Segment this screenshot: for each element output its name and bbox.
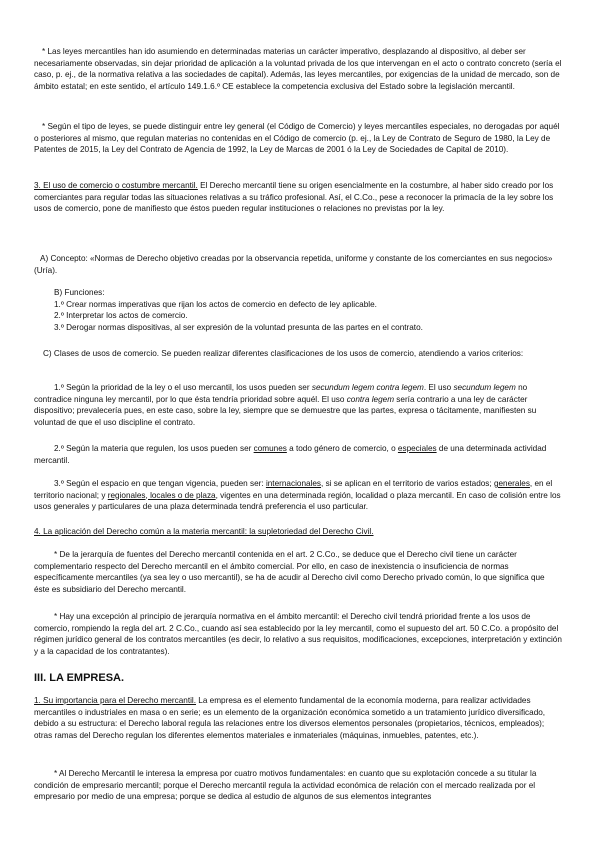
paragraph-tipos-de-leyes: * Según el tipo de leyes, se puede distinguir entre ley general (el Código de Comercio) y leyes mercantiles especiales, no derogadas por aquél o posteriores al mismo, que regulan materias no contenidas en el Código de comercio (p. ej., la Ley de Contrato de Seguro de 1980, la Ley de Patentes de 2015, la Ley del Contrato de Agencia de 1992, la Ley de Marcas de 2001 ó la Ley de Sociedades de Capital de 2010). bbox=[34, 122, 560, 154]
empresa-heading: 1. Su importancia para el Derecho mercantil. bbox=[34, 696, 197, 705]
clases-intro: C) Clases de usos de comercio. Se pueden realizar diferentes clasificaciones de los usos de comercio, atendiendo a varios criterios: bbox=[43, 349, 524, 358]
term-especiales: especiales bbox=[397, 444, 437, 453]
term-generales: generales bbox=[493, 479, 530, 488]
funciones-item: 1.º Crear normas imperativas que rijan los actos de comercio en defecto de ley aplicable. bbox=[54, 299, 377, 309]
term-contra-legem: contra legem bbox=[346, 394, 395, 404]
section-3-heading: 3. El uso de comercio o costumbre mercantil. bbox=[34, 181, 198, 190]
section-4-paragraph-2: * Hay una excepción al principio de jerarquía normativa en el ámbito mercantil: el Derecho civil tendrá prioridad frente a los usos de comercio, rompiendo la regla del art. 2 C.Co., cuando así sea establecido por la ley mercantil, como el supuesto del art. 50 C.Co. a propósito del régimen jurídico general de los contratos mercantiles (es decir, lo relativo a sus requisitos, modificaciones, excepciones, interpretación y extinción y a la capacidad de los contratantes). bbox=[34, 612, 562, 656]
concepto-paragraph: A) Concepto: «Normas de Derecho objetivo creadas por la observancia repetida, uniforme y constante de los comerciantes en sus negocios» (Uría). bbox=[34, 254, 553, 275]
clase-espacio-paragraph: 3.º Según el espacio en que tengan vigencia, pueden ser: internacionales, si se aplican en el territorio de varios estados; generales, en el territorio nacional; y regionales, locales o de plaza, vigentes en una determinada región, localidad o plaza mercantil. En caso de colisión entre los usos generales y particulares de una plaza determinada tendrá preferencia el uso particular. bbox=[34, 479, 561, 511]
funciones-title: B) Funciones: bbox=[54, 288, 105, 297]
section-4-paragraph-1: * De la jerarquía de fuentes del Derecho mercantil contenida en el art. 2 C.Co., se deduce que el Derecho civil tiene un carácter complementario respecto del Derecho mercantil en el ámbito comercial. Por ello, en caso de inexistencia o insuficiencia de normas específicamente mercantiles (ya sea ley o uso mercantil), se ha de acudir al Derecho civil como Derecho privado común, lo que significa que éste es subsidiario del Derecho mercantil. bbox=[34, 550, 545, 594]
clase-materia-paragraph: 2.º Según la materia que regulen, los usos pueden ser comunes a todo género de comercio, o especiales de una determinada actividad mercantil. bbox=[34, 444, 547, 465]
funciones-item: 3.º Derogar normas dispositivas, al ser expresión de la voluntad presunta de las partes en el contrato. bbox=[54, 322, 423, 332]
empresa-paragraph-2: * Al Derecho Mercantil le interesa la empresa por cuatro motivos fundamentales: en cuanto que su explotación concede a su titular la condición de empresario mercantil; porque el Derecho mercantil regula la actividad económica de relación con el mercado realizada por el empresario por medio de una empresa; porque se dedica al estudio de algunos de sus elementos integrantes bbox=[34, 769, 537, 801]
section-3-text: El Derecho mercantil tiene su origen esencialmente en la costumbre, al haber sido creado por los comerciantes para regular todas las situaciones relativas a su tráfico profesional. Así, el C.Co., pese a reconocer la primacía de la ley sobre los usos de comercio, pone de manifiesto que éstos pueden regular instituciones o relaciones no previstas por la ley. bbox=[34, 181, 554, 213]
term-secundum-contra: secundum legem contra legem bbox=[311, 383, 424, 392]
empresa-text: La empresa es el elemento fundamental de la economía moderna, para realizar actividades mercantiles o industriales en masa o en serie; es un elemento de la organización económica sometido a un tratamiento jurídico diversificado, debido a su estructura: el Derecho laboral regula las relaciones entre los diversos elementos personales (propietarios, técnicos, empleados); otras ramas del Derecho regulan los diferentes elementos materiales e inmateriales (máquinas, inmuebles, patentes, etc.). bbox=[34, 696, 546, 740]
section-3-paragraph bbox=[34, 180, 562, 215]
term-internacionales: internacionales bbox=[265, 479, 322, 488]
clase-prioridad-paragraph: 1.º Según la prioridad de la ley o el uso mercantil, los usos pueden ser secundum legem contra legem. El uso secundum legem no contradice ninguna ley mercantil, por lo que ésta tendría prioridad sobre aquél. El uso contra legem sería contrario a una ley de carácter dispositivo; prevalecería pues, en este caso, sobre la ley, siempre que se demuestre que las partes, expresa o tácitamente, manifiesten su voluntad de que el uso discipline el contrato. bbox=[34, 383, 537, 427]
chapter-title: III. LA EMPRESA. bbox=[34, 672, 125, 684]
term-comunes: comunes bbox=[253, 444, 287, 453]
section-4-heading: 4. La aplicación del Derecho común a la materia mercantil: la supletoriedad del Derecho Civil. bbox=[34, 527, 374, 536]
paragraph-leyes-imperativas: * Las leyes mercantiles han ido asumiendo en determinadas materias un carácter imperativo, desplazando al dispositivo, al deber ser necesariamente observadas, sin dejar prioridad de aplicación a la voluntad privada de los que intervengan en el acto o contrato concreto (sería el caso, p. ej., de la normativa relativa a las sociedades de capital). Además, las leyes mercantiles, por exigencias de la unidad de mercado, son de ámbito estatal; en este sentido, el artículo 149.1.6.º CE establece la competencia exclusiva del Estado sobre la legislación mercantil. bbox=[34, 47, 562, 91]
empresa-paragraph-1 bbox=[34, 695, 562, 741]
term-secundum-legem: secundum legem bbox=[453, 383, 516, 392]
funciones-list bbox=[34, 287, 562, 333]
funciones-item: 2.º Interpretar los actos de comercio. bbox=[54, 311, 188, 320]
term-regionales: regionales, locales o de plaza bbox=[107, 490, 216, 500]
